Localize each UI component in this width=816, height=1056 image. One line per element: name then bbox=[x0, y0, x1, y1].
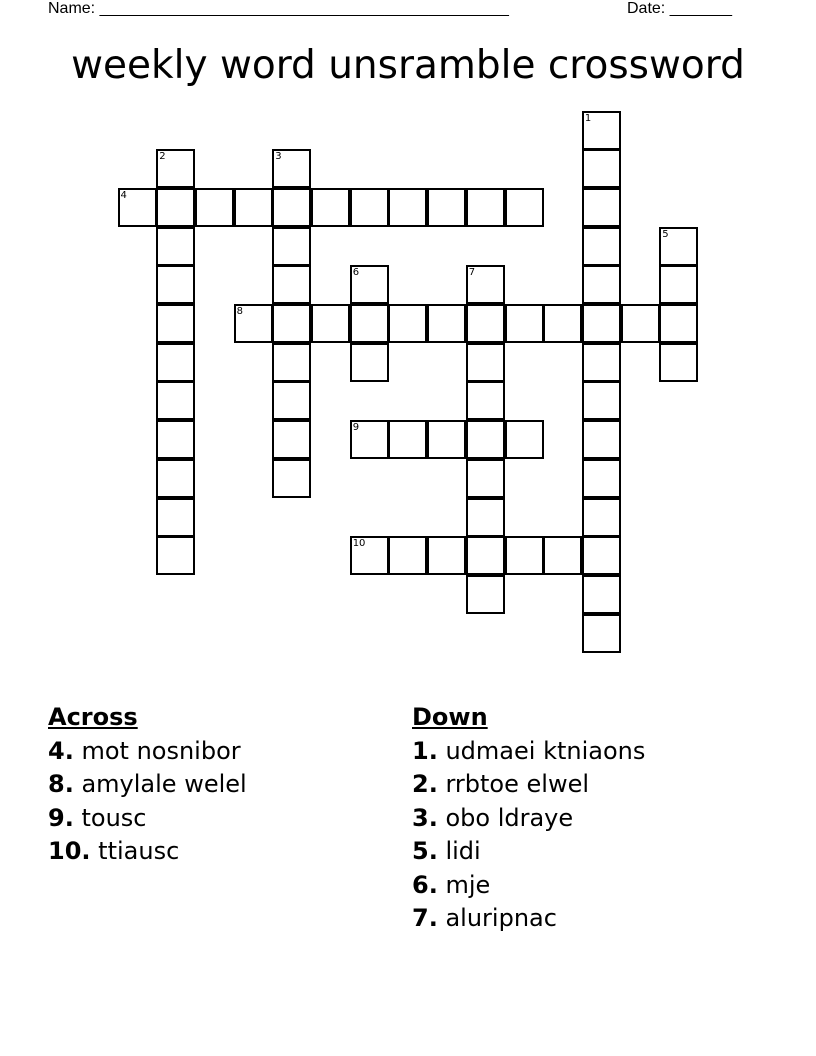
crossword-cell[interactable] bbox=[156, 149, 195, 188]
crossword-cell[interactable] bbox=[272, 149, 311, 188]
clue-number-label: 7 bbox=[468, 267, 476, 279]
crossword-cell[interactable] bbox=[466, 536, 505, 575]
crossword-cell[interactable] bbox=[582, 498, 621, 537]
crossword-cell[interactable] bbox=[234, 188, 273, 227]
crossword-cell[interactable] bbox=[350, 304, 389, 343]
crossword-cell[interactable] bbox=[272, 227, 311, 266]
down-clues bbox=[412, 701, 645, 936]
clue-number: 2. bbox=[412, 770, 438, 798]
crossword-cell[interactable] bbox=[466, 265, 505, 304]
crossword-cell[interactable] bbox=[350, 188, 389, 227]
crossword-cell[interactable] bbox=[156, 343, 195, 382]
across-clues bbox=[48, 701, 247, 869]
clue-number-label: 10 bbox=[352, 538, 366, 550]
crossword-cell[interactable] bbox=[505, 536, 544, 575]
crossword-cell[interactable] bbox=[659, 304, 698, 343]
crossword-cell[interactable] bbox=[272, 265, 311, 304]
clue-number: 9. bbox=[48, 803, 74, 832]
clue-text: udmaei ktniaons bbox=[445, 736, 646, 765]
crossword-cell[interactable] bbox=[582, 304, 621, 343]
crossword-cell[interactable] bbox=[388, 304, 427, 343]
crossword-cell[interactable] bbox=[156, 227, 195, 266]
crossword-cell[interactable] bbox=[156, 265, 195, 304]
clue-number-label: 2 bbox=[159, 151, 166, 163]
crossword-cell[interactable] bbox=[350, 420, 389, 459]
clue-text: mot nosnibor bbox=[81, 736, 241, 765]
across-heading: Across bbox=[48, 703, 138, 731]
clue-item bbox=[412, 869, 645, 903]
puzzle-title: weekly word unsramble crossword bbox=[71, 43, 745, 88]
crossword-cell[interactable] bbox=[582, 381, 621, 420]
clue-item bbox=[48, 835, 247, 869]
crossword-cell[interactable] bbox=[582, 111, 621, 150]
name-field[interactable]: Name: ______________________________________________ bbox=[48, 0, 509, 17]
crossword-cell[interactable] bbox=[466, 575, 505, 614]
crossword-cell[interactable] bbox=[234, 304, 273, 343]
crossword-cell[interactable] bbox=[466, 459, 505, 498]
crossword-cell[interactable] bbox=[272, 420, 311, 459]
crossword-cell[interactable] bbox=[156, 304, 195, 343]
crossword-cell[interactable] bbox=[156, 459, 195, 498]
crossword-cell[interactable] bbox=[621, 304, 660, 343]
crossword-cell[interactable] bbox=[311, 188, 350, 227]
crossword-cell[interactable] bbox=[156, 420, 195, 459]
crossword-cell[interactable] bbox=[388, 536, 427, 575]
clue-number: 7. bbox=[412, 904, 438, 932]
crossword-cell[interactable] bbox=[427, 420, 466, 459]
crossword-cell[interactable] bbox=[388, 188, 427, 227]
clue-number-label: 9 bbox=[352, 422, 360, 434]
crossword-cell[interactable] bbox=[118, 188, 157, 227]
crossword-cell[interactable] bbox=[350, 265, 389, 304]
crossword-cell[interactable] bbox=[272, 304, 311, 343]
crossword-cell[interactable] bbox=[466, 343, 505, 382]
clue-number: 4. bbox=[48, 736, 74, 765]
crossword-cell[interactable] bbox=[156, 381, 195, 420]
crossword-cell[interactable] bbox=[582, 614, 621, 653]
clue-number-label: 3 bbox=[275, 151, 282, 163]
crossword-cell[interactable] bbox=[272, 343, 311, 382]
clue-number: 6. bbox=[412, 870, 438, 899]
date-field[interactable]: Date: _______ bbox=[627, 0, 732, 17]
clue-number: 5. bbox=[412, 837, 438, 865]
clue-item bbox=[412, 835, 645, 869]
crossword-cell[interactable] bbox=[659, 343, 698, 382]
clue-number: 10. bbox=[48, 837, 91, 865]
crossword-cell[interactable] bbox=[582, 459, 621, 498]
clue-number-label: 1 bbox=[584, 112, 592, 124]
clue-text: tousc bbox=[81, 803, 147, 832]
crossword-cell[interactable] bbox=[156, 498, 195, 537]
clue-item bbox=[48, 768, 247, 802]
crossword-cell[interactable] bbox=[350, 536, 389, 575]
clue-number: 1. bbox=[412, 736, 438, 765]
down-heading: Down bbox=[412, 703, 488, 731]
clue-text: aluripnac bbox=[445, 904, 557, 932]
crossword-cell[interactable] bbox=[582, 188, 621, 227]
crossword-cell[interactable] bbox=[466, 381, 505, 420]
crossword-cell[interactable] bbox=[659, 227, 698, 266]
clue-number-label: 6 bbox=[352, 267, 360, 279]
clue-number-label: 5 bbox=[662, 228, 669, 240]
crossword-cell[interactable] bbox=[505, 304, 544, 343]
crossword-cell[interactable] bbox=[272, 459, 311, 498]
crossword-cell[interactable] bbox=[156, 188, 195, 227]
crossword-cell[interactable] bbox=[350, 343, 389, 382]
crossword-cell[interactable] bbox=[466, 304, 505, 343]
crossword-cell[interactable] bbox=[466, 188, 505, 227]
crossword-cell[interactable] bbox=[543, 304, 582, 343]
crossword-cell[interactable] bbox=[582, 575, 621, 614]
clue-item bbox=[412, 768, 645, 802]
clue-text: obo ldraye bbox=[445, 803, 574, 832]
crossword-cell[interactable] bbox=[427, 188, 466, 227]
clue-number-label: 8 bbox=[236, 306, 243, 317]
clue-text: amylale welel bbox=[81, 770, 247, 798]
crossword-cell[interactable] bbox=[311, 304, 350, 343]
clue-number-label: 4 bbox=[120, 189, 127, 201]
clue-text: lidi bbox=[445, 837, 481, 865]
crossword-cell[interactable] bbox=[156, 536, 195, 575]
crossword-cell[interactable] bbox=[272, 381, 311, 420]
clue-item bbox=[48, 735, 247, 769]
crossword-cell[interactable] bbox=[466, 420, 505, 459]
clue-item bbox=[48, 802, 247, 836]
crossword-cell[interactable] bbox=[388, 420, 427, 459]
crossword-cell[interactable] bbox=[272, 188, 311, 227]
crossword-cell[interactable] bbox=[543, 536, 582, 575]
crossword-cell[interactable] bbox=[582, 536, 621, 575]
crossword-cell[interactable] bbox=[466, 498, 505, 537]
crossword-cell[interactable] bbox=[582, 420, 621, 459]
clue-text: mje bbox=[445, 870, 491, 899]
clue-item bbox=[412, 735, 645, 769]
crossword-cell[interactable] bbox=[505, 188, 544, 227]
crossword-cell[interactable] bbox=[195, 188, 234, 227]
clue-text: rrbtoe elwel bbox=[445, 770, 589, 798]
crossword-cell[interactable] bbox=[582, 149, 621, 188]
clue-item bbox=[412, 802, 645, 836]
clue-item bbox=[412, 902, 645, 936]
crossword-cell[interactable] bbox=[427, 536, 466, 575]
clue-number: 3. bbox=[412, 803, 438, 832]
crossword-cell[interactable] bbox=[505, 420, 544, 459]
clue-number: 8. bbox=[48, 770, 74, 798]
crossword-cell[interactable] bbox=[659, 265, 698, 304]
clue-text: ttiausc bbox=[98, 837, 180, 865]
crossword-cell[interactable] bbox=[582, 343, 621, 382]
crossword-cell[interactable] bbox=[582, 227, 621, 266]
crossword-cell[interactable] bbox=[582, 265, 621, 304]
crossword-cell[interactable] bbox=[427, 304, 466, 343]
